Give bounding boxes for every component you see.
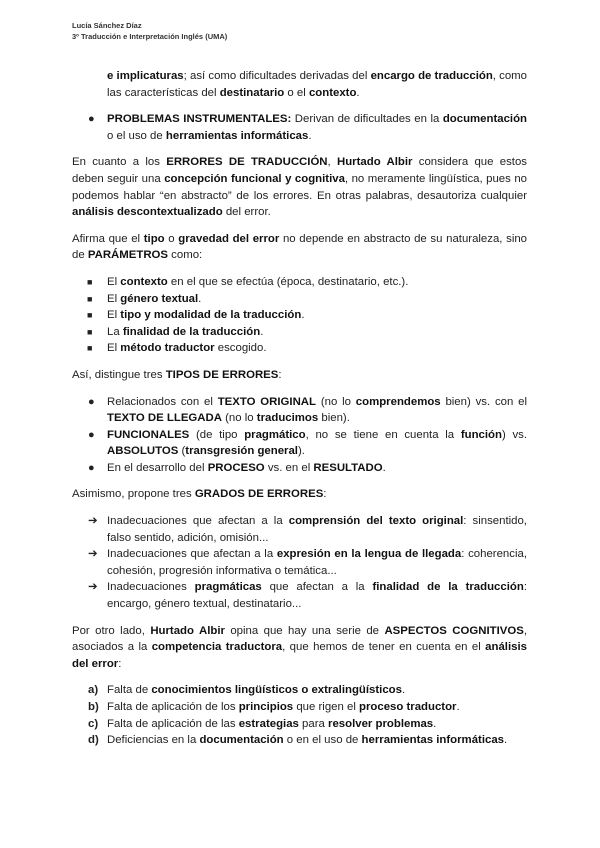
text-run: , que hemos de tener en cuenta en el	[282, 641, 486, 654]
text-run: : encargo, género textual, destinatario...	[107, 581, 527, 611]
text-run: , como las características del	[107, 70, 528, 99]
text-run: ) vs.	[501, 428, 528, 441]
text-run: en el que se efectúa (época, destinatario, etc.).	[167, 275, 409, 288]
text-run: , asociados a la	[72, 624, 527, 654]
text-run: El	[107, 292, 121, 305]
text-run: : sinsentido, falso sentido, adición, omisión...	[107, 515, 527, 544]
author-name: Lucía Sánchez Díaz	[72, 21, 142, 30]
list-letter-marker: c)	[88, 717, 99, 730]
text-run: .	[456, 701, 460, 713]
text-run: El	[107, 275, 121, 288]
text-run: El	[107, 309, 121, 322]
bold-text: método traductor	[120, 342, 215, 355]
continued-list-text	[72, 68, 527, 101]
bold-text: función	[460, 428, 502, 441]
text-run: , no se tiene en cuenta la	[305, 428, 461, 441]
text-run: Falta de	[107, 684, 152, 697]
document-body	[72, 68, 527, 759]
text-run: .	[382, 461, 386, 474]
text-run: .	[433, 717, 437, 730]
bold-text: comprendemos	[355, 395, 441, 408]
bold-text: Hurtado Albir	[337, 156, 413, 169]
text-run: .	[504, 734, 508, 747]
list-bullet-icon: ■	[87, 293, 93, 304]
bold-text: documentación	[199, 734, 284, 747]
text-run: opina que hay una serie de	[224, 624, 385, 637]
text-run: o el	[284, 86, 309, 99]
bold-text: ABSOLUTOS	[107, 445, 179, 458]
list-item	[72, 394, 527, 427]
list-bullet-icon: ➔	[88, 515, 98, 528]
list-item	[72, 546, 527, 579]
list-bullet-icon: ■	[87, 343, 93, 354]
text-run: (no lo	[316, 395, 356, 408]
list-bullet-icon: ■	[87, 326, 93, 337]
text-run: :	[323, 488, 327, 501]
bold-text: pragmático	[244, 428, 306, 441]
text-run: (de tipo	[189, 428, 245, 441]
bold-text: PROBLEMAS INSTRUMENTALES:	[107, 113, 292, 126]
text-run: vs. en el	[264, 461, 314, 474]
bold-text: resolver problemas	[328, 717, 434, 730]
text-run: Afirma que el	[72, 232, 144, 245]
bold-text: Hurtado Albir	[150, 624, 225, 637]
list-item	[72, 307, 527, 324]
text-run: Relacionados con el	[107, 395, 218, 408]
text-run: .	[401, 684, 406, 697]
text-run: que rigen el	[293, 701, 360, 713]
text-run: como:	[168, 249, 203, 262]
text-run: ).	[297, 445, 305, 458]
aspectos-cognitivos-list	[72, 682, 527, 748]
bold-text: tipo	[143, 232, 165, 245]
list-letter-marker: d)	[88, 734, 99, 747]
text-run: no depende en abstracto de su naturaleza, sino de	[72, 232, 528, 262]
instrumental-problems-list	[72, 111, 527, 144]
bold-text: expresión en la lengua de llegada	[276, 548, 462, 561]
text-run: escogido.	[214, 342, 267, 355]
list-item	[72, 460, 527, 477]
list-item	[72, 340, 527, 357]
bold-text: FUNCIONALES	[107, 428, 190, 441]
list-item	[72, 716, 527, 733]
text-run: .	[356, 86, 360, 99]
tipos-errores-intro	[72, 367, 527, 384]
bold-text: traducimos	[256, 412, 319, 425]
bold-text: pragmáticas	[194, 581, 262, 594]
list-bullet-icon: ●	[88, 113, 95, 126]
bold-text: gravedad del error	[178, 232, 280, 245]
bold-text: TIPOS DE ERRORES	[165, 368, 279, 381]
list-item	[72, 324, 527, 341]
text-run: .	[301, 309, 305, 322]
parametros-list	[72, 274, 527, 357]
text-run: , no meramente lingüística, pues no podemos hablar “en abstracto” de los errores. En otras palabras, desautoriza cualquier	[72, 172, 528, 202]
bold-text: comprensión del texto original	[288, 515, 464, 528]
text-run: del error.	[222, 206, 271, 219]
list-item	[72, 682, 527, 699]
text-run: .	[198, 292, 202, 305]
text-run: Falta de aplicación de las	[107, 717, 239, 730]
aspectos-cognitivos-paragraph	[72, 623, 527, 673]
text-run: o en el uso de	[283, 734, 362, 747]
grados-errores-list	[72, 513, 527, 613]
list-item	[72, 274, 527, 291]
bold-text: TEXTO ORIGINAL	[217, 395, 316, 408]
bold-text: encargo de traducción	[370, 70, 493, 82]
text-run: :	[118, 657, 122, 670]
list-item	[72, 291, 527, 308]
errores-traduccion-paragraph	[72, 154, 527, 220]
text-run: .	[308, 129, 312, 142]
course-name: 3º Traducción e Interpretación Inglés (UMA)	[72, 32, 228, 41]
list-bullet-icon: ➔	[88, 581, 98, 594]
text-run: Inadecuaciones que afectan a la	[107, 548, 277, 561]
bold-text: finalidad de la traducción	[372, 581, 524, 594]
list-item	[72, 579, 527, 612]
bold-text: finalidad de la traducción	[122, 325, 261, 338]
grados-errores-intro	[72, 486, 527, 503]
list-item	[72, 111, 527, 144]
text-run: ,	[327, 156, 337, 169]
text-run: En cuanto a los	[72, 156, 167, 169]
bold-text: PROCESO	[207, 461, 265, 474]
text-run: (	[178, 445, 186, 458]
text-run: El	[107, 342, 121, 355]
text-run: : coherencia, cohesión, progresión informativa o temática...	[107, 548, 527, 577]
list-item	[72, 732, 527, 749]
text-run: Inadecuaciones que afectan a la	[107, 515, 289, 528]
bold-text: competencia traductora	[151, 641, 283, 654]
bold-text: PARÁMETROS	[87, 249, 169, 262]
bold-text: principios	[238, 701, 294, 713]
text-run: Falta de aplicación de los	[107, 701, 239, 713]
bold-text: ERRORES DE TRADUCCIÓN	[166, 156, 328, 169]
list-letter-marker: a)	[88, 684, 99, 697]
bold-text: GRADOS DE ERRORES	[194, 488, 324, 501]
tipos-errores-list	[72, 394, 527, 477]
bold-text: análisis del error	[72, 641, 527, 670]
text-run: o	[164, 232, 179, 245]
list-item	[72, 699, 527, 716]
bold-text: ASPECTOS COGNITIVOS	[384, 624, 524, 637]
bold-text: TEXTO DE LLEGADA	[107, 412, 222, 425]
list-item	[72, 513, 527, 546]
list-letter-marker: b)	[88, 701, 99, 713]
bold-text: transgresión general	[185, 445, 298, 458]
list-bullet-icon: ●	[88, 461, 95, 474]
bold-text: contexto	[308, 86, 357, 99]
text-run: Asimismo, propone tres	[72, 488, 195, 501]
text-run: (no lo	[221, 412, 257, 425]
text-run: bien).	[318, 412, 350, 425]
text-run: o el uso de	[107, 129, 166, 142]
text-run: bien) vs. con el	[440, 395, 528, 408]
bold-text: tipo y modalidad de la traducción	[120, 309, 302, 322]
text-run: La	[107, 325, 123, 338]
text-run: Inadecuaciones	[107, 581, 195, 594]
list-bullet-icon: ●	[88, 428, 95, 441]
bold-text: e implicaturas	[107, 70, 184, 82]
text-run: En el desarrollo del	[107, 461, 208, 474]
bold-text: género textual	[120, 292, 199, 305]
text-run: :	[278, 368, 282, 381]
page-header	[72, 20, 227, 42]
bold-text: análisis descontextualizado	[72, 206, 223, 219]
bold-text: concepción funcional y cognitiva	[164, 172, 345, 185]
bold-text: herramientas informáticas	[165, 129, 309, 142]
text-run: ; así como dificultades derivadas del	[183, 70, 371, 82]
list-bullet-icon: ➔	[88, 548, 98, 561]
text-run: Derivan de dificultades en la	[291, 113, 443, 126]
list-item	[72, 427, 527, 460]
bold-text: conocimientos lingüísticos o extralingüísticos	[151, 684, 402, 697]
list-bullet-icon: ■	[87, 276, 93, 287]
bold-text: herramientas informáticas	[361, 734, 504, 747]
bold-text: contexto	[120, 275, 168, 288]
text-run: .	[260, 325, 264, 338]
text-run: Deficiencias en la	[107, 734, 200, 747]
list-bullet-icon: ●	[88, 395, 95, 408]
list-bullet-icon: ■	[87, 310, 93, 321]
parametros-paragraph	[72, 231, 527, 264]
bold-text: documentación	[442, 113, 528, 126]
bold-text: proceso traductor	[359, 701, 457, 713]
text-run: Por otro lado,	[72, 624, 151, 637]
text-run: Así, distingue tres	[72, 368, 166, 381]
bold-text: estrategias	[238, 717, 299, 730]
text-run: considera que estos deben seguir una	[72, 156, 527, 185]
bold-text: RESULTADO	[313, 461, 383, 474]
bold-text: destinatario	[219, 86, 285, 99]
text-run: que afectan a la	[261, 581, 373, 594]
text-run: para	[298, 717, 329, 730]
